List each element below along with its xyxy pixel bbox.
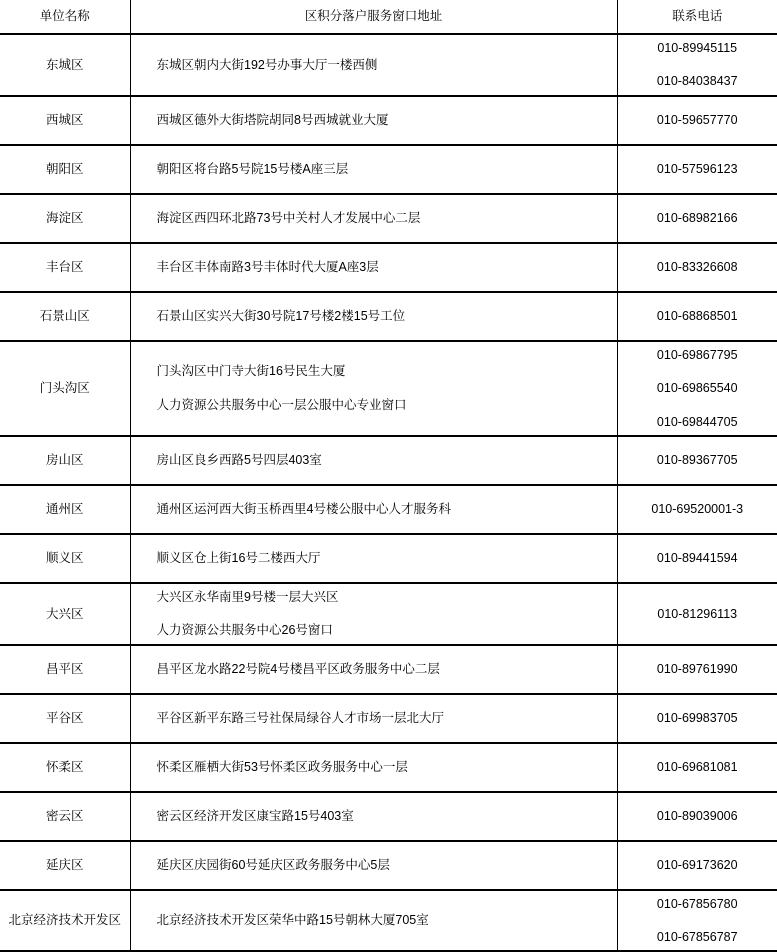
address-line: 通州区运河西大街玉桥西里4号楼公服中心人才服务科: [156, 502, 451, 517]
district-cell: 通州区: [0, 485, 130, 534]
district-cell: 海淀区: [0, 194, 130, 243]
phone-cell: [617, 243, 777, 292]
column-header-district: 单位名称: [0, 0, 130, 34]
address-cell: [130, 243, 617, 292]
table-body: [0, 34, 777, 951]
phone-cell: [617, 436, 777, 485]
table-row: [0, 145, 777, 194]
phone-number: 010-67856787: [656, 930, 738, 944]
address-line: 平谷区新平东路三号社保局绿谷人才市场一层北大厅: [156, 710, 445, 725]
phone-cell: [617, 841, 777, 890]
table-row: [0, 534, 777, 583]
address-line: 房山区良乡西路5号四层403室: [156, 453, 322, 468]
address-line: 北京经济技术开发区荣华中路15号朝林大厦705室: [156, 913, 429, 928]
table-row: [0, 243, 777, 292]
table-row: [0, 485, 777, 534]
phone-number: 010-81296113: [657, 606, 738, 621]
phone-cell: [617, 485, 777, 534]
address-cell: [130, 694, 617, 743]
address-cell: [130, 194, 617, 243]
district-cell: 怀柔区: [0, 743, 130, 792]
phone-number: 010-68982166: [656, 211, 738, 226]
phone-number: 010-57596123: [656, 162, 738, 177]
phone-number: 010-89367705: [656, 453, 738, 468]
address-line: 大兴区永华南里9号楼一层大兴区: [156, 589, 339, 604]
district-cell: 朝阳区: [0, 145, 130, 194]
address-line: 门头沟区中门寺大街16号民生大厦: [156, 364, 346, 379]
address-line: 石景山区实兴大街30号院17号楼2楼15号工位: [156, 309, 406, 324]
phone-number: 010-89441594: [656, 551, 738, 566]
district-cell: 昌平区: [0, 645, 130, 694]
district-cell: 北京经济技术开发区: [0, 890, 130, 952]
address-cell: [130, 34, 617, 96]
table-row: [0, 645, 777, 694]
district-cell: 密云区: [0, 792, 130, 841]
address-line: 怀柔区雁栖大街53号怀柔区政务服务中心一层: [156, 759, 408, 774]
header-row: [0, 0, 777, 34]
address-cell: [130, 841, 617, 890]
address-line: 密云区经济开发区康宝路15号403室: [156, 808, 354, 823]
table-header: [0, 0, 777, 34]
phone-number: 010-69681081: [656, 759, 738, 774]
address-cell: [130, 583, 617, 645]
address-cell: [130, 743, 617, 792]
district-cell: 石景山区: [0, 292, 130, 341]
address-cell: [130, 292, 617, 341]
address-line: 昌平区龙水路22号院4号楼昌平区政务服务中心二层: [156, 661, 440, 676]
phone-number: 010-84038437: [656, 74, 738, 89]
district-cell: 丰台区: [0, 243, 130, 292]
column-header-address: 区积分落户服务窗口地址: [130, 0, 617, 34]
phone-number: 010-69867795: [656, 347, 738, 362]
table-row: [0, 841, 777, 890]
phone-number: 010-59657770: [656, 113, 738, 128]
table-row: [0, 743, 777, 792]
address-line: 东城区朝内大街192号办事大厅一楼西侧: [156, 57, 378, 72]
phone-number: 010-69865540: [656, 381, 738, 396]
table-row: [0, 583, 777, 645]
address-line: 人力资源公共服务中心一层公服中心专业窗口: [156, 397, 407, 412]
phone-number: 010-69844705: [656, 414, 738, 429]
phone-number: 010-69520001-3: [651, 502, 744, 517]
phone-cell: [617, 145, 777, 194]
table-row: [0, 694, 777, 743]
address-line: 朝阳区将台路5号院15号楼A座三层: [156, 162, 349, 177]
table-row: [0, 341, 777, 436]
phone-cell: [617, 792, 777, 841]
address-cell: [130, 145, 617, 194]
address-line: 延庆区庆园街60号延庆区政务服务中心5层: [156, 857, 390, 872]
table-row: [0, 96, 777, 145]
address-cell: [130, 96, 617, 145]
district-cell: 门头沟区: [0, 341, 130, 436]
address-cell: [130, 792, 617, 841]
phone-cell: [617, 34, 777, 96]
phone-number: 010-89039006: [656, 808, 738, 823]
phone-cell: [617, 341, 777, 436]
phone-cell: [617, 890, 777, 952]
address-line: 西城区德外大街塔院胡同8号西城就业大厦: [156, 113, 389, 128]
district-cell: 大兴区: [0, 583, 130, 645]
district-cell: 顺义区: [0, 534, 130, 583]
district-cell: 房山区: [0, 436, 130, 485]
phone-number: 010-67856780: [656, 896, 738, 911]
phone-cell: [617, 743, 777, 792]
phone-cell: [617, 194, 777, 243]
table-row: [0, 34, 777, 96]
address-cell: [130, 485, 617, 534]
address-line: 海淀区西四环北路73号中关村人才发展中心二层: [156, 211, 421, 226]
table-row: [0, 890, 777, 952]
address-cell: [130, 534, 617, 583]
phone-cell: [617, 645, 777, 694]
address-cell: [130, 341, 617, 436]
district-cell: 延庆区: [0, 841, 130, 890]
phone-cell: [617, 534, 777, 583]
phone-number: 010-68868501: [656, 309, 738, 324]
phone-cell: [617, 292, 777, 341]
address-cell: [130, 436, 617, 485]
address-cell: [130, 890, 617, 952]
phone-number: 010-83326608: [656, 260, 738, 275]
column-header-phone: 联系电话: [617, 0, 777, 34]
district-cell: 东城区: [0, 34, 130, 96]
address-line: 丰台区丰体南路3号丰体时代大厦A座3层: [156, 260, 379, 275]
phone-cell: [617, 583, 777, 645]
address-cell: [130, 645, 617, 694]
table-row: [0, 436, 777, 485]
district-cell: 平谷区: [0, 694, 130, 743]
phone-number: 010-69983705: [656, 710, 738, 725]
address-line: 顺义区仓上街16号二楼西大厅: [156, 551, 321, 566]
phone-cell: [617, 694, 777, 743]
table-row: [0, 292, 777, 341]
table-row: [0, 792, 777, 841]
table-row: [0, 194, 777, 243]
phone-number: 010-89761990: [656, 661, 738, 676]
phone-number: 010-69173620: [656, 857, 738, 872]
phone-cell: [617, 96, 777, 145]
district-cell: 西城区: [0, 96, 130, 145]
address-line: 人力资源公共服务中心26号窗口: [156, 623, 333, 638]
phone-number: 010-89945115: [657, 41, 738, 55]
